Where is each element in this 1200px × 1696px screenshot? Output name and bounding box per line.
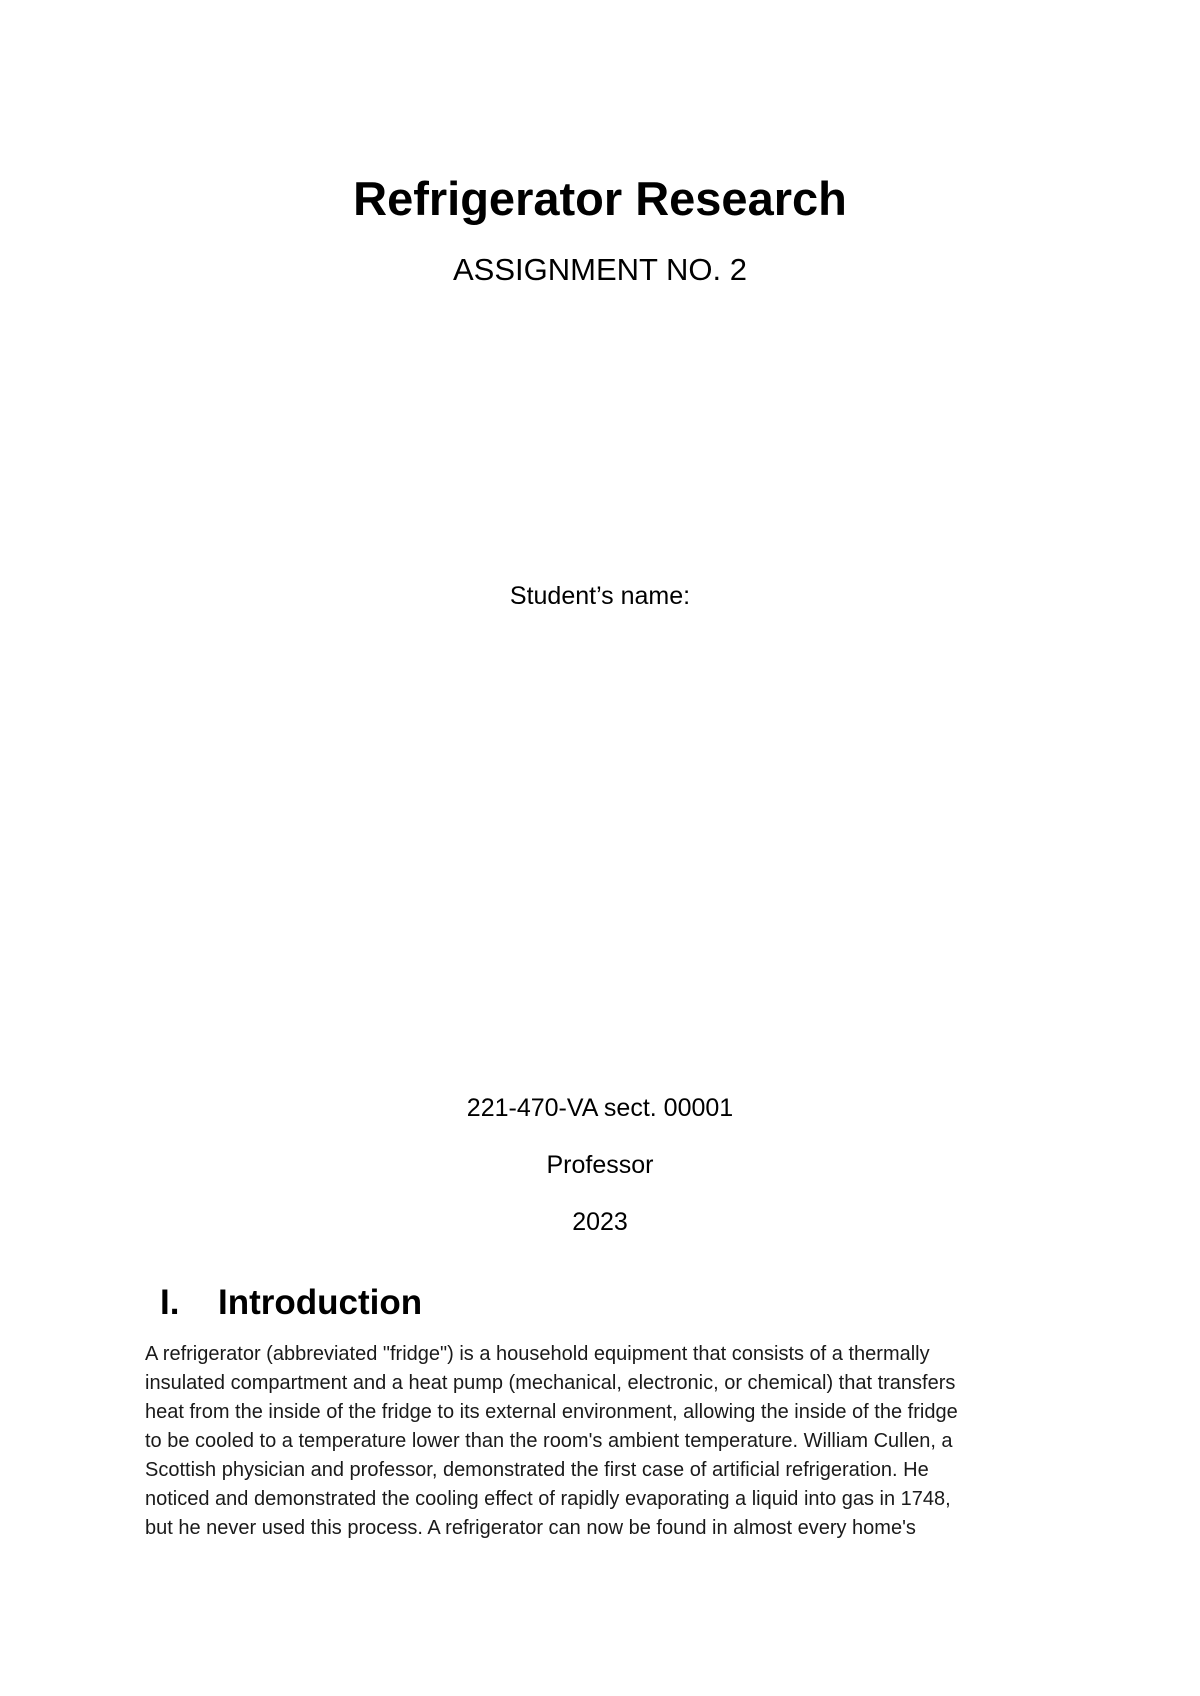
- assignment-subtitle: ASSIGNMENT NO. 2: [453, 252, 747, 287]
- professor-label: Professor: [546, 1151, 654, 1179]
- student-name-label: Student’s name:: [509, 582, 691, 610]
- course-code: 221-470-VA sect. 00001: [466, 1094, 734, 1122]
- paragraph-line: insulated compartment and a heat pump (mechanical, electronic, or chemical) that transfers: [145, 1372, 956, 1394]
- paragraph-line: heat from the inside of the fridge to its external environment, allowing the inside of the fridge: [145, 1401, 958, 1423]
- paragraph-line: to be cooled to a temperature lower than the room's ambient temperature. William Cullen, a: [145, 1430, 953, 1452]
- year: 2023: [572, 1208, 628, 1236]
- paragraph-line: noticed and demonstrated the cooling effect of rapidly evaporating a liquid into gas in 1748,: [145, 1488, 951, 1510]
- introduction-paragraph: [145, 1340, 1065, 1543]
- paragraph-line: but he never used this process. A refrigerator can now be found in almost every home's: [145, 1517, 916, 1539]
- section-title: Introduction: [218, 1283, 423, 1322]
- document-title: Refrigerator Research: [353, 172, 847, 225]
- section-number: I.: [160, 1283, 180, 1322]
- paragraph-line: Scottish physician and professor, demonstrated the first case of artificial refrigeration. He: [145, 1459, 929, 1481]
- section-heading: [160, 1281, 422, 1325]
- paragraph-line: A refrigerator (abbreviated "fridge") is a household equipment that consists of a thermally: [145, 1343, 930, 1365]
